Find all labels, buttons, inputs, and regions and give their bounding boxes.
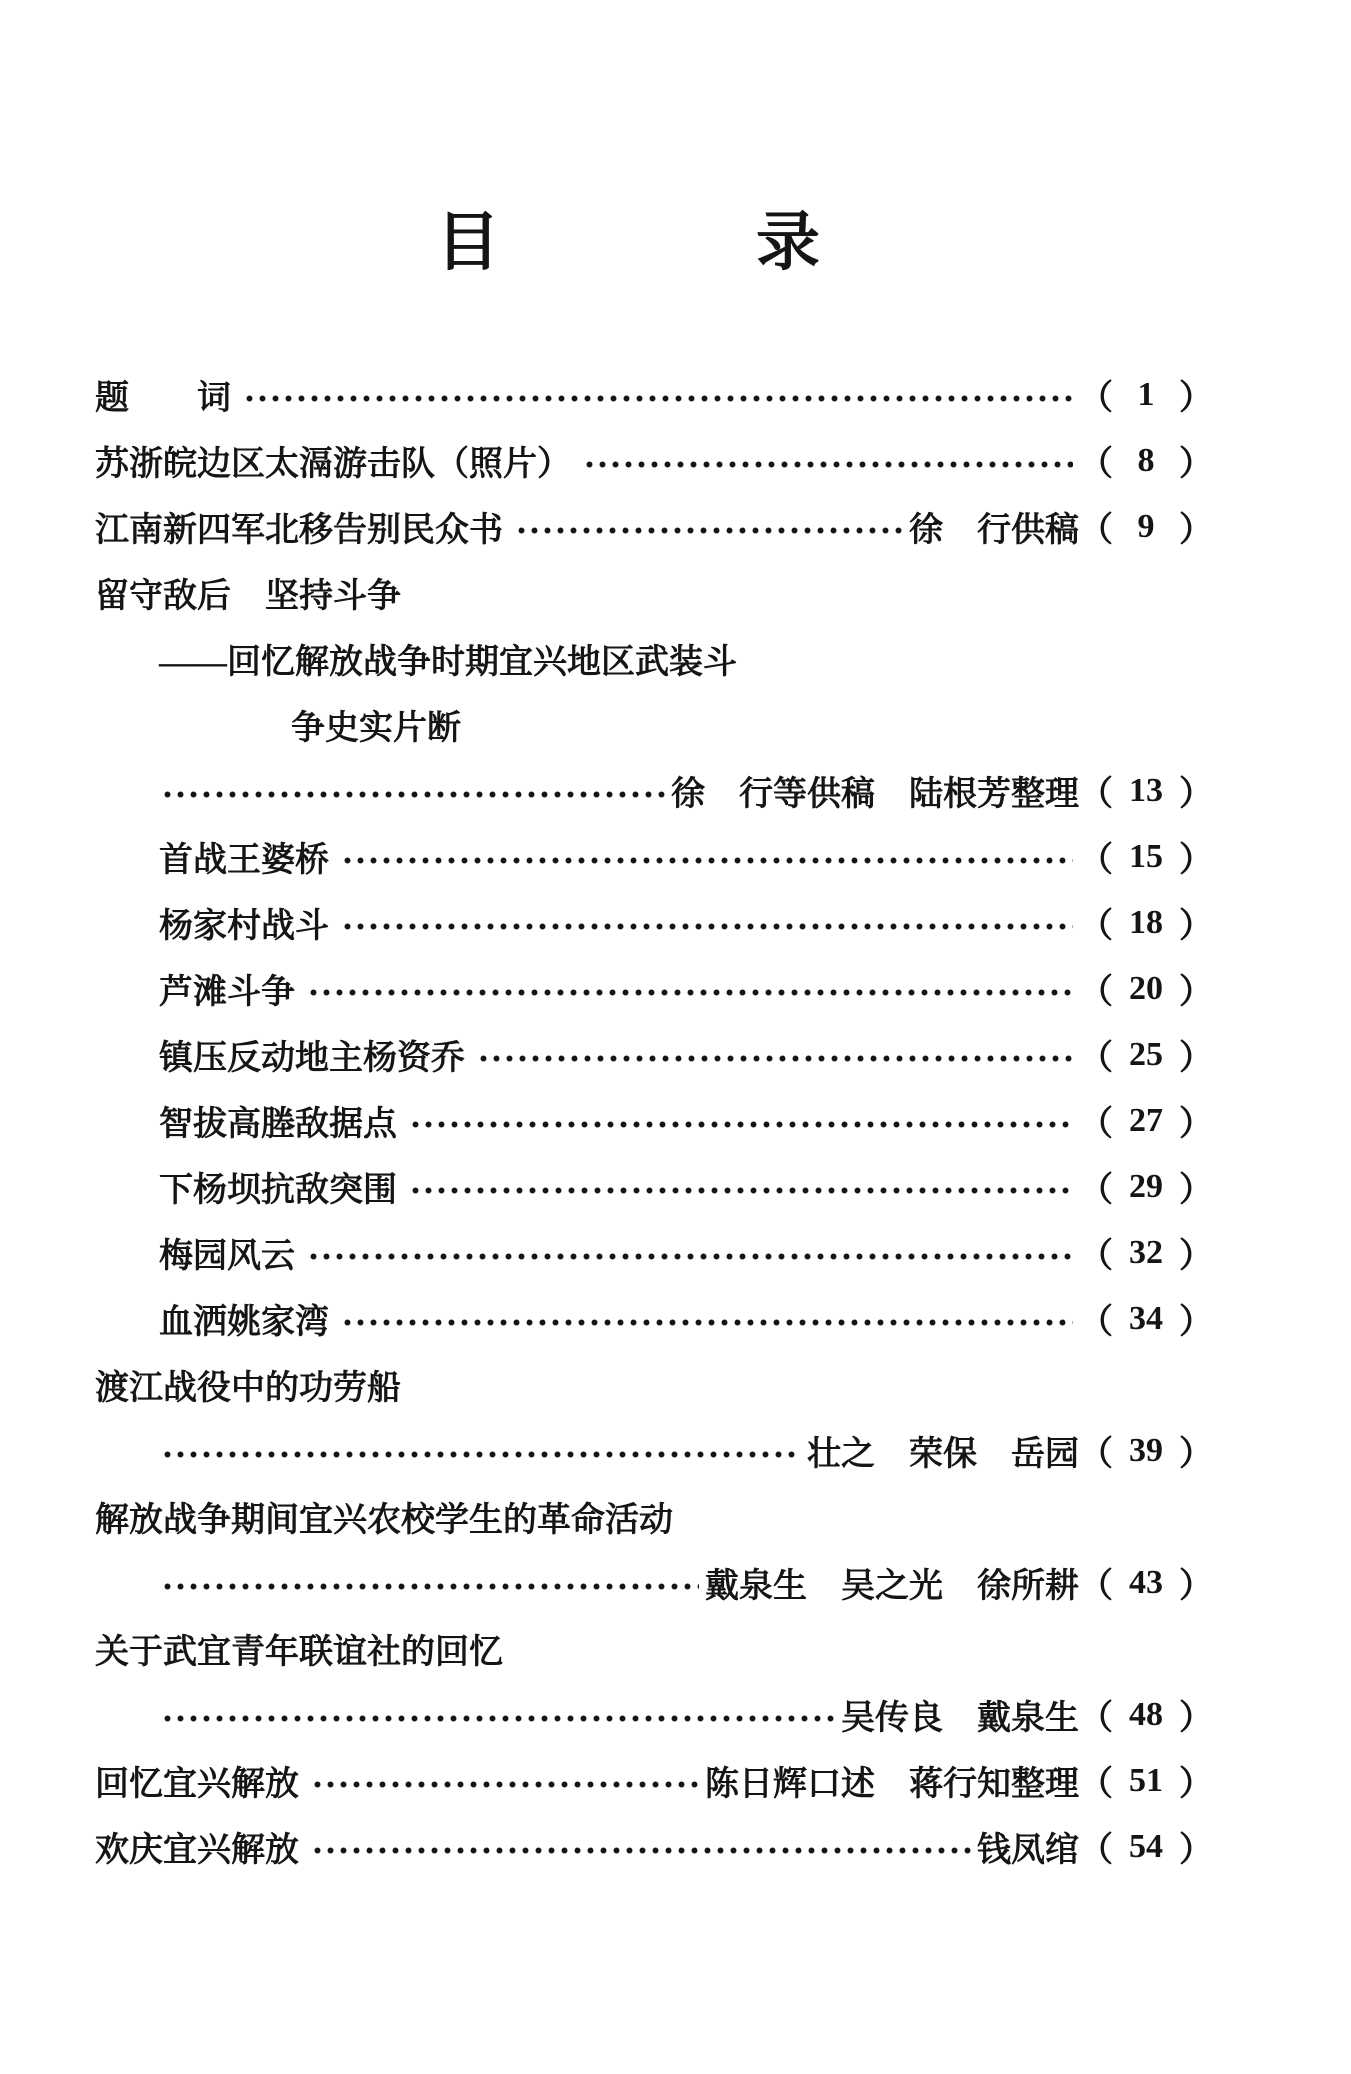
page-paren-close: ） xyxy=(1179,1568,1213,1606)
page-paren-open: （ xyxy=(1079,1304,1113,1342)
entry-title: 镇压反动地主杨资乔 xyxy=(159,1040,465,1078)
dot-leader xyxy=(241,362,1073,428)
entry-title: 渡江战役中的功劳船 xyxy=(95,1370,401,1408)
entry-title: 芦滩斗争 xyxy=(159,974,295,1012)
toc-entry-subtitle xyxy=(95,692,1213,758)
dot-leader xyxy=(339,824,1073,890)
entry-title: 题 词 xyxy=(95,380,231,418)
entry-title: ——回忆解放战争时期宜兴地区武装斗 xyxy=(159,644,737,682)
dot-leader xyxy=(339,890,1073,956)
page-number: 34 xyxy=(1129,1299,1163,1337)
entry-authors: 壮之 荣保 岳园 xyxy=(807,1436,1079,1474)
entry-title: 回忆宜兴解放 xyxy=(95,1766,299,1804)
page-paren-open: （ xyxy=(1079,1238,1113,1276)
dot-leader xyxy=(339,1286,1073,1352)
entry-authors: 钱凤绾 xyxy=(977,1832,1079,1870)
page-paren-close: ） xyxy=(1179,446,1213,484)
page-paren-open: （ xyxy=(1079,974,1113,1012)
page-number: 9 xyxy=(1137,507,1155,545)
page-paren-close: ） xyxy=(1179,1238,1213,1276)
toc-entry xyxy=(95,1154,1213,1220)
toc-entry xyxy=(95,1022,1213,1088)
page-paren-close: ） xyxy=(1179,1766,1213,1804)
page-paren-open: （ xyxy=(1079,1106,1113,1144)
entry-authors: 徐 行等供稿 陆根芳整理 xyxy=(671,776,1079,814)
page-paren-open: （ xyxy=(1079,908,1113,946)
page-paren-close: ） xyxy=(1179,1304,1213,1342)
entry-title: 江南新四军北移告别民众书 xyxy=(95,512,503,550)
entry-title: 杨家村战斗 xyxy=(159,908,329,946)
page-paren-close: ） xyxy=(1179,908,1213,946)
page-paren-close: ） xyxy=(1179,1832,1213,1870)
entry-title: 留守敌后 坚持斗争 xyxy=(95,578,401,616)
page-number: 18 xyxy=(1129,903,1163,941)
dot-leader xyxy=(309,1748,699,1814)
page-number: 43 xyxy=(1129,1563,1163,1601)
page-number: 39 xyxy=(1129,1431,1163,1469)
page-paren-open: （ xyxy=(1079,842,1113,880)
entry-title: 下杨坝抗敌突围 xyxy=(159,1172,397,1210)
toc-entry-authors-line xyxy=(95,1418,1213,1484)
page-number: 15 xyxy=(1129,837,1163,875)
page-paren-open: （ xyxy=(1079,1172,1113,1210)
entry-authors: 戴泉生 吴之光 徐所耕 xyxy=(705,1568,1079,1606)
toc-entry xyxy=(95,956,1213,1022)
toc-entry xyxy=(95,1088,1213,1154)
page-paren-open: （ xyxy=(1079,512,1113,550)
page-number: 8 xyxy=(1137,441,1155,479)
page-number: 32 xyxy=(1129,1233,1163,1271)
page-number: 51 xyxy=(1129,1761,1163,1799)
entry-title: 血洒姚家湾 xyxy=(159,1304,329,1342)
dot-leader xyxy=(407,1088,1073,1154)
entry-title: 欢庆宜兴解放 xyxy=(95,1832,299,1870)
dot-leader xyxy=(475,1022,1073,1088)
entry-authors: 吴传良 戴泉生 xyxy=(841,1700,1079,1738)
page-paren-close: ） xyxy=(1179,1700,1213,1738)
toc-entry xyxy=(95,1286,1213,1352)
toc-entry xyxy=(95,890,1213,956)
page-paren-open: （ xyxy=(1079,776,1113,814)
page-number: 13 xyxy=(1129,771,1163,809)
page-number: 27 xyxy=(1129,1101,1163,1139)
page-paren-open: （ xyxy=(1079,380,1113,418)
page-paren-close: ） xyxy=(1179,1106,1213,1144)
dot-leader xyxy=(581,428,1073,494)
toc-entry xyxy=(95,1748,1213,1814)
toc-entry-authors-line xyxy=(95,1550,1213,1616)
toc-entry-authors-line xyxy=(95,1682,1213,1748)
dot-leader xyxy=(159,1550,699,1616)
toc-entry xyxy=(95,428,1213,494)
dot-leader xyxy=(159,758,665,824)
toc-entry xyxy=(95,1352,1213,1418)
toc-entry-authors-line xyxy=(95,758,1213,824)
dot-leader xyxy=(305,956,1073,1022)
entry-title: 关于武宜青年联谊社的回忆 xyxy=(95,1634,503,1672)
page-paren-close: ） xyxy=(1179,1172,1213,1210)
page-number: 54 xyxy=(1129,1827,1163,1865)
entry-title: 首战王婆桥 xyxy=(159,842,329,880)
page-paren-close: ） xyxy=(1179,1436,1213,1474)
page-paren-open: （ xyxy=(1079,446,1113,484)
page-number: 25 xyxy=(1129,1035,1163,1073)
toc-entry-subtitle xyxy=(95,626,1213,692)
page-title: 目 录 xyxy=(436,207,820,278)
entry-authors: 陈日辉口述 蒋行知整理 xyxy=(705,1766,1079,1804)
toc-entry xyxy=(95,494,1213,560)
toc-entry xyxy=(95,560,1213,626)
page-number: 20 xyxy=(1129,969,1163,1007)
page-paren-close: ） xyxy=(1179,842,1213,880)
page-paren-open: （ xyxy=(1079,1568,1113,1606)
entry-title: 梅园风云 xyxy=(159,1238,295,1276)
page-paren-close: ） xyxy=(1179,974,1213,1012)
page-number: 48 xyxy=(1129,1695,1163,1733)
toc-entry xyxy=(95,1814,1213,1880)
page-paren-open: （ xyxy=(1079,1436,1113,1474)
toc-entry xyxy=(95,1220,1213,1286)
page-paren-open: （ xyxy=(1079,1832,1113,1870)
dot-leader xyxy=(407,1154,1073,1220)
entry-title: 争史实片断 xyxy=(291,710,461,748)
page-paren-open: （ xyxy=(1079,1766,1113,1804)
page-paren-open: （ xyxy=(1079,1040,1113,1078)
toc-entry xyxy=(95,824,1213,890)
entry-title: 苏浙皖边区太滆游击队（照片） xyxy=(95,446,571,484)
page-paren-close: ） xyxy=(1179,380,1213,418)
toc-entry xyxy=(95,1484,1213,1550)
page-paren-close: ） xyxy=(1179,1040,1213,1078)
dot-leader xyxy=(305,1220,1073,1286)
page-paren-open: （ xyxy=(1079,1700,1113,1738)
entry-title: 智拔高塍敌据点 xyxy=(159,1106,397,1144)
page-number: 29 xyxy=(1129,1167,1163,1205)
toc-entry xyxy=(95,362,1213,428)
toc-entry xyxy=(95,1616,1213,1682)
dot-leader xyxy=(159,1418,801,1484)
dot-leader xyxy=(513,494,903,560)
page-paren-close: ） xyxy=(1179,512,1213,550)
dot-leader xyxy=(309,1814,971,1880)
dot-leader xyxy=(159,1682,835,1748)
table-of-contents xyxy=(0,362,1351,1880)
entry-title: 解放战争期间宜兴农校学生的革命活动 xyxy=(95,1502,673,1540)
page-paren-close: ） xyxy=(1179,776,1213,814)
page-number: 1 xyxy=(1137,375,1155,413)
entry-authors: 徐 行供稿 xyxy=(909,512,1079,550)
